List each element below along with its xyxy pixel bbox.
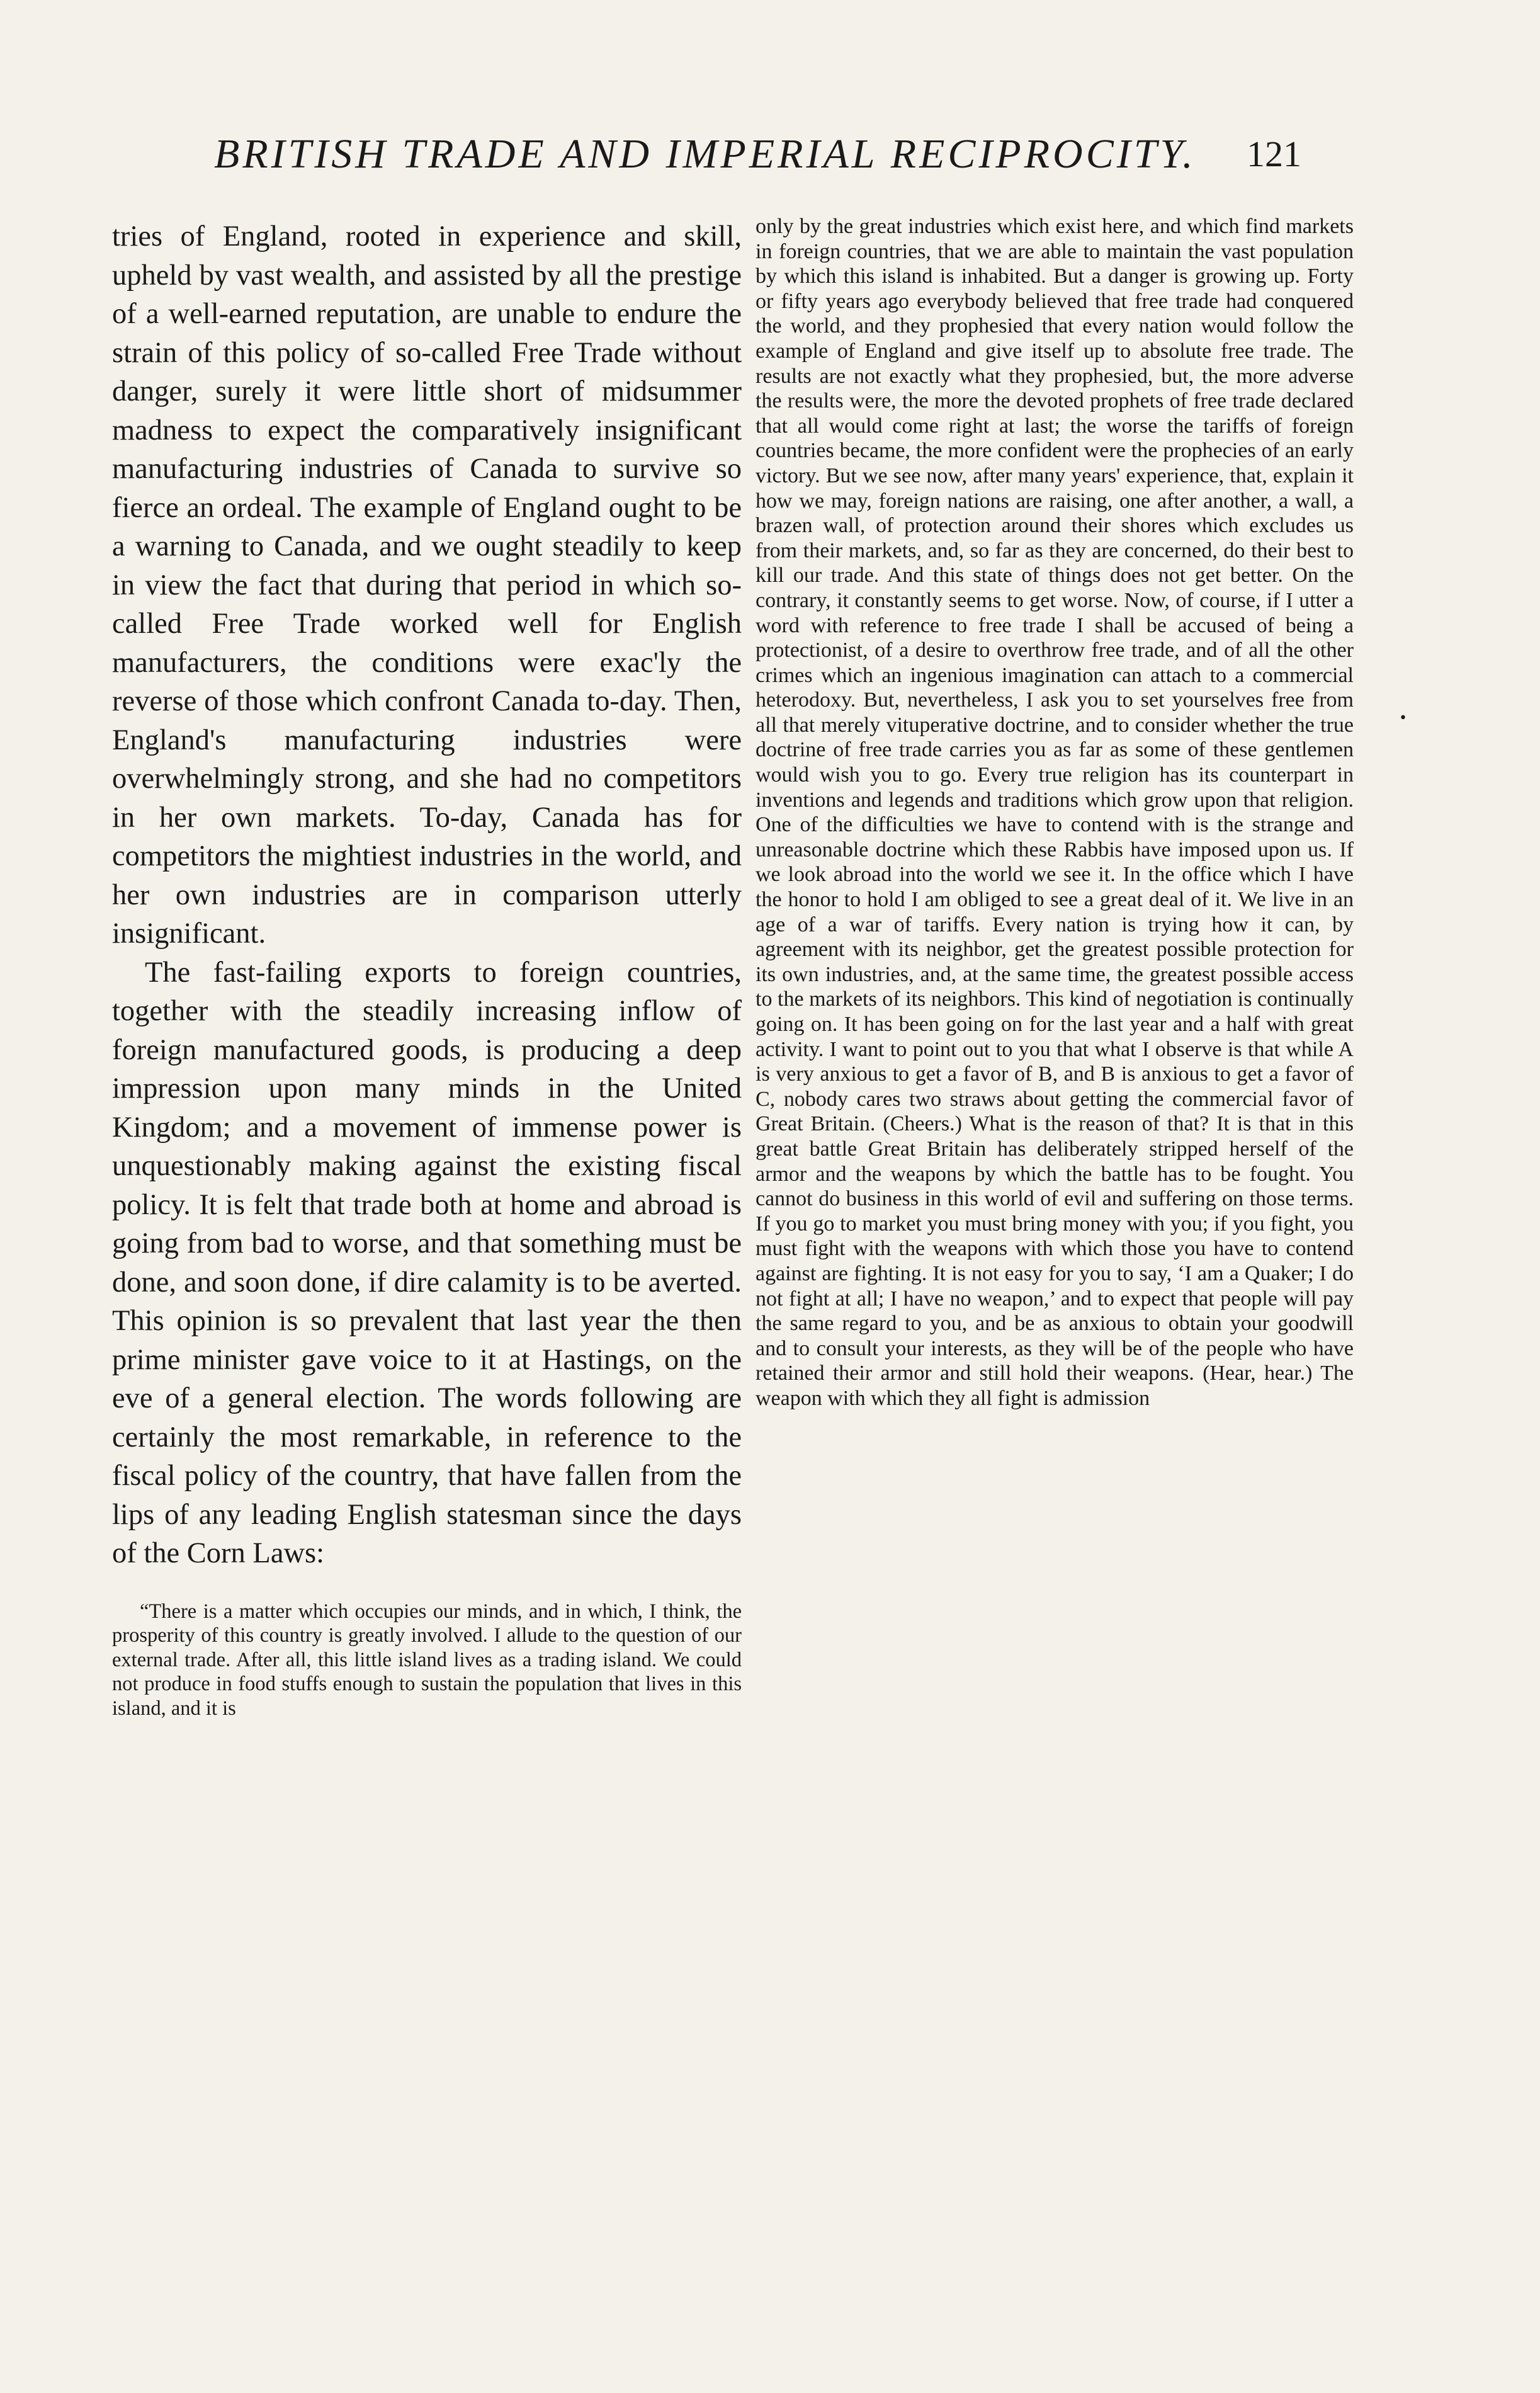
left-paragraph-1: tries of England, rooted in experience and skill, upheld by vast wealth, and assisted by all the prestige of a well-earned reputation, are unable to endure the strain of this policy of so-called Free Trade without danger, surely it were little short of midsummer madness to expect the comparatively insignificant manufacturing industries of Canada to survive so fierce an ordeal. The example of England ought to be a warning to Canada, and we ought steadily to keep in view the fact that during that period in which so-called Free Trade worked well for English manufacturers, the conditions were exac'ly the reverse of those which confront Canada to-day. Then, England's manufacturing industries were overwhelmingly strong, and she had no competitors in her own markets. To-day, Canada has for competitors the mightiest industries in the world, and her own industries are in comparison utterly insignificant. (112, 220, 742, 950)
left-column (112, 217, 742, 1720)
right-paragraph: only by the great industries which exist here, and which find markets in foreign countries, that we are able to maintain the vast population by which this island is inhabited. But a danger is growing up. Forty or fifty years ago everybody believed that free trade had conquered the world, and they prophesied that every nation would follow the example of England and give itself up to absolute free trade. The results are not exactly what they prophesied, but, the more adverse the results were, the more the devoted prophets of free trade declared that all would come right at last; the worse the tariffs of foreign countries became, the more confident were the prophecies of an early victory. But we see now, after many years' experience, that, explain it how we may, foreign nations are raising, one after another, a wall, a brazen wall, of protection around their shores which excludes us from their markets, and, so far as they are concerned, do their best to kill our trade. And this state of things does not get better. On the contrary, it constantly seems to get worse. Now, of course, if I utter a word with reference to free trade I shall be accused of being a protectionist, of a desire to overthrow free trade, and of all the other crimes which an ingenious imagination can attach to a commercial heterodoxy. But, nevertheless, I ask you to set yourselves free from all that merely vituperative doctrine, and to consider whether the true doctrine of free trade carries you as far as some of these gentlemen would wish you to go. Every true religion has its counterpart in inventions and legends and traditions which grow upon that religion. One of the difficulties we have to contend with is the strange and unreasonable doctrine which these Rabbis have imposed upon us. If we look abroad into the world we see it. In the office which I have the honor to hold I am obliged to see a great deal of it. We live in an age of a war of tariffs. Every nation is trying how it can, by agreement with its neighbor, get the greatest possible protection for its own industries, and, at the same time, the greatest possible access to the markets of its neighbors. This kind of negotiation is continually going on. It has been going on for the last year and a half with great activity. I want to point out to you that what I observe is that while A is very anxious to get a favor of B, and B is anxious to get a favor of C, nobody cares two straws about getting the commercial favor of Great Britain. (Cheers.) What is the reason of that? It is that in this great battle Great Britain has deliberately stripped herself of the armor and the weapons by which the battle has to be fought. You cannot do business in this world of evil and suffering on those terms. If you go to market you must bring money with you; if you fight, you must fight with the weapons with which those you have to contend against are fighting. It is not easy for you to say, ‘I am a Quaker; I do not fight at all; I have no weapon,’ and to expect that people will pay the same regard to you, and be as anxious to obtain your goodwill and to consult your interests, as they will be of the people who have retained their armor and still hold their weapons. (Hear, hear.) The weapon with which they all fight is admission (756, 215, 1354, 1410)
right-column (756, 214, 1354, 1411)
quotation-block: “There is a matter which occupies our minds, and in which, I think, the prosperity of this country is greatly involved. I allude to the question of our external trade. After all, this little island lives as a trading island. We could not produce in food stuffs enough to sustain the population that lives in this island, and it is (112, 1600, 742, 1720)
running-head: BRITISH TRADE AND IMPERIAL RECIPROCITY. (214, 131, 1196, 177)
page-number: 121 (1247, 134, 1301, 174)
margin-mark: • (1399, 710, 1407, 726)
left-paragraph-2: The fast-failing exports to foreign countries, together with the steadily increasing inflow of foreign manufactured goods, is producing a deep impression upon many minds in the United Kingdom; and a movement of immense power is unquestionably making against the existing fiscal policy. It is felt that trade both at home and abroad is going from bad to worse, and that something must be done, and soon done, if dire calamity is to be averted. This opinion is so prevalent that last year the then prime minister gave voice to it at Hastings, on the eve of a general election. The words following are certainly the most remarkable, in reference to the fiscal policy of the country, that have fallen from the lips of any leading English statesman since the days of the Corn Laws: (112, 956, 742, 1569)
